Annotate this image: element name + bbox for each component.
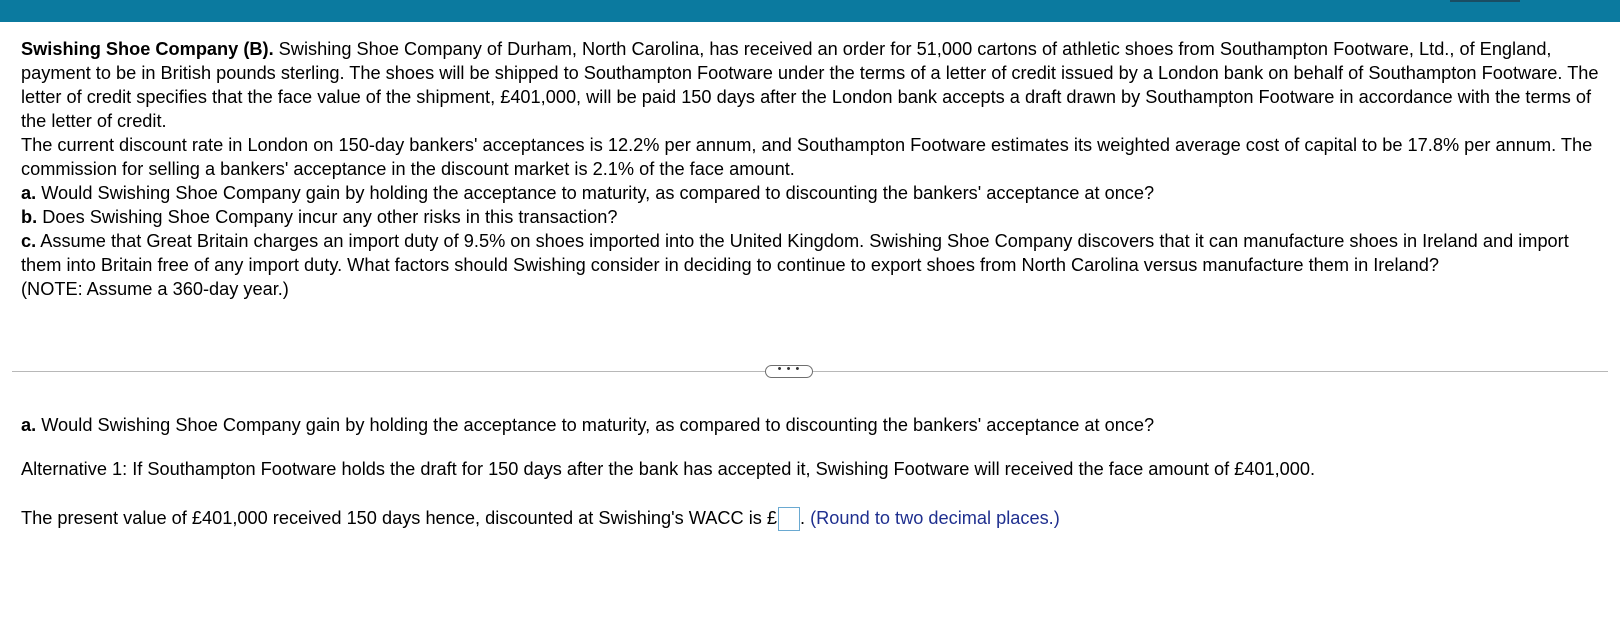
present-value-suffix: . xyxy=(800,508,811,528)
problem-paragraph-1 xyxy=(21,37,1601,133)
problem-title: Swishing Shoe Company (B). xyxy=(21,39,274,59)
alternative-1-text: Alternative 1: If Southampton Footware holds the draft for 150 days after the bank has accepted it, Swishing Footware will received the face amount of £401,000. xyxy=(21,459,1316,479)
question-a xyxy=(21,181,1601,205)
question-c-text: Assume that Great Britain charges an import duty of 9.5% on shoes imported into the United Kingdom. Swishing Shoe Company discovers that it can manufacture shoes in Ireland and import them into Britain free of any import duty. What factors should Swishing consider in deciding to continue to export shoes from North Carolina versus manufacture them in Ireland? xyxy=(21,231,1569,275)
present-value-line xyxy=(21,506,1060,531)
answer-question-text: Would Swishing Shoe Company gain by holding the acceptance to maturity, as compared to discounting the bankers' acceptance at once? xyxy=(36,415,1155,435)
problem-intro-text: Swishing Shoe Company of Durham, North Carolina, has received an order for 51,000 cartons of athletic shoes from Southampton Footware, Ltd., of England, payment to be in British pounds sterling. The shoes will be shipped to Southampton Footware under the terms of a letter of credit issued by a London bank on behalf of Southampton Footware. The letter of credit specifies that the face value of the shipment, £401,000, will be paid 150 days after the London bank accepts a draft drawn by Southampton Footware in accordance with the terms of the letter of credit. xyxy=(21,39,1599,131)
rounding-hint: (Round to two decimal places.) xyxy=(810,508,1060,528)
question-b xyxy=(21,205,1601,229)
expand-more-button[interactable]: • • • xyxy=(765,365,813,378)
question-b-text: Does Swishing Shoe Company incur any other risks in this transaction? xyxy=(37,207,618,227)
problem-note: (NOTE: Assume a 360-day year.) xyxy=(21,279,289,299)
present-value-prefix: The present value of £401,000 received 150 days hence, discounted at Swishing's WACC is £ xyxy=(21,508,777,528)
question-a-text: Would Swishing Shoe Company gain by holding the acceptance to maturity, as compared to discounting the bankers' acceptance at once? xyxy=(36,183,1155,203)
answer-question-label: a. xyxy=(21,415,37,435)
header-bar xyxy=(0,0,1620,22)
header-handle xyxy=(1450,0,1520,2)
problem-paragraph-2: The current discount rate in London on 150-day bankers' acceptances is 12.2% per annum, and Southampton Footware estimates its weighted average cost of capital to be 17.8% per annum. The commission for selling a bankers' acceptance in the discount market is 2.1% of the face amount. xyxy=(21,135,1593,179)
present-value-input[interactable] xyxy=(778,507,800,531)
question-c xyxy=(21,229,1601,277)
question-a-label: a. xyxy=(21,183,37,203)
question-b-label: b. xyxy=(21,207,38,227)
section-divider xyxy=(12,365,1608,379)
question-c-label: c. xyxy=(21,231,37,251)
answer-question xyxy=(21,413,1154,437)
problem-statement xyxy=(21,37,1601,301)
